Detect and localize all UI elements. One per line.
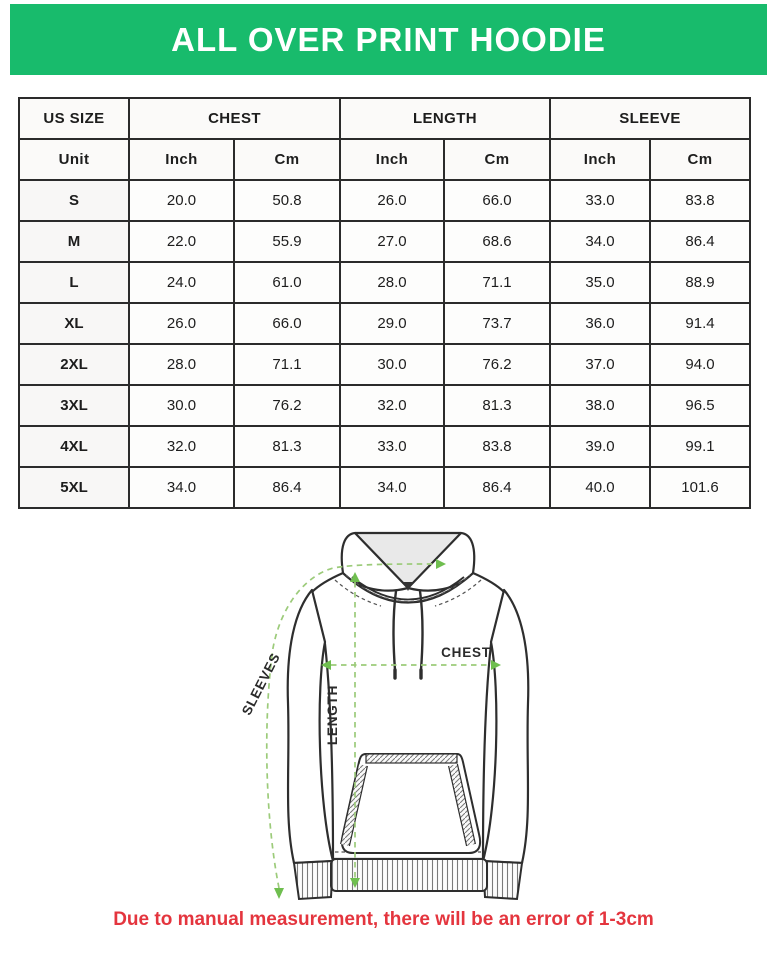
size-row xyxy=(19,385,750,426)
size-cell: 3XL xyxy=(19,385,129,426)
measurement-cell: 76.2 xyxy=(234,385,340,426)
measurement-cell: 20.0 xyxy=(129,180,234,221)
measurement-cell: 94.0 xyxy=(650,344,750,385)
size-cell: 2XL xyxy=(19,344,129,385)
hoodie-right-cuff xyxy=(483,861,522,899)
length-label: LENGTH xyxy=(325,684,340,746)
unit-header: Inch xyxy=(550,139,650,180)
measurement-cell: 99.1 xyxy=(650,426,750,467)
pocket-top-trim xyxy=(366,754,457,763)
measurement-cell: 71.1 xyxy=(234,344,340,385)
measurement-cell: 34.0 xyxy=(550,221,650,262)
measurement-note: Due to manual measurement, there will be an error of 1-3cm xyxy=(113,909,654,930)
measurement-cell: 81.3 xyxy=(444,385,550,426)
measurement-cell: 34.0 xyxy=(340,467,444,508)
size-row xyxy=(19,426,750,467)
size-cell: 5XL xyxy=(19,467,129,508)
measurement-cell: 86.4 xyxy=(444,467,550,508)
measurement-cell: 27.0 xyxy=(340,221,444,262)
sleeves-label: SLEEVES xyxy=(238,650,284,718)
measurement-cell: 83.8 xyxy=(444,426,550,467)
measurement-cell: 86.4 xyxy=(234,467,340,508)
measurement-cell: 38.0 xyxy=(550,385,650,426)
size-row xyxy=(19,344,750,385)
measurement-cell: 61.0 xyxy=(234,262,340,303)
measurement-cell: 68.6 xyxy=(444,221,550,262)
size-cell: S xyxy=(19,180,129,221)
measurement-cell: 101.6 xyxy=(650,467,750,508)
hoodie-left-cuff xyxy=(294,861,333,899)
measurement-cell: 76.2 xyxy=(444,344,550,385)
measurement-cell: 30.0 xyxy=(129,385,234,426)
page-title: ALL OVER PRINT HOODIE xyxy=(171,20,606,58)
size-row xyxy=(19,303,750,344)
group-header-row xyxy=(19,98,750,139)
size-table-body xyxy=(19,180,750,508)
measurement-cell: 39.0 xyxy=(550,426,650,467)
measurement-cell: 66.0 xyxy=(234,303,340,344)
measurement-cell: 26.0 xyxy=(129,303,234,344)
measurement-cell: 28.0 xyxy=(129,344,234,385)
unit-header: Unit xyxy=(19,139,129,180)
unit-header: Cm xyxy=(650,139,750,180)
measurement-cell: 55.9 xyxy=(234,221,340,262)
chest-label: CHEST xyxy=(441,645,491,660)
measurement-cell: 30.0 xyxy=(340,344,444,385)
size-table-container xyxy=(18,97,749,509)
measurement-cell: 34.0 xyxy=(129,467,234,508)
measurement-cell: 66.0 xyxy=(444,180,550,221)
measurement-cell: 26.0 xyxy=(340,180,444,221)
measurement-cell: 29.0 xyxy=(340,303,444,344)
col-header-sleeve: SLEEVE xyxy=(550,98,750,139)
size-row xyxy=(19,467,750,508)
size-row xyxy=(19,262,750,303)
hoodie-measurement-diagram xyxy=(215,518,585,913)
size-chart-table xyxy=(18,97,751,509)
col-header-length: LENGTH xyxy=(340,98,550,139)
measurement-cell: 50.8 xyxy=(234,180,340,221)
unit-header: Inch xyxy=(340,139,444,180)
measurement-cell: 81.3 xyxy=(234,426,340,467)
col-header-us-size: US SIZE xyxy=(19,98,129,139)
col-header-chest: CHEST xyxy=(129,98,340,139)
size-cell: L xyxy=(19,262,129,303)
measurement-cell: 37.0 xyxy=(550,344,650,385)
measurement-cell: 91.4 xyxy=(650,303,750,344)
measurement-cell: 24.0 xyxy=(129,262,234,303)
measurement-cell: 40.0 xyxy=(550,467,650,508)
size-cell: 4XL xyxy=(19,426,129,467)
unit-header: Cm xyxy=(234,139,340,180)
measurement-cell: 96.5 xyxy=(650,385,750,426)
title-banner xyxy=(10,4,767,75)
measurement-cell: 28.0 xyxy=(340,262,444,303)
measurement-cell: 83.8 xyxy=(650,180,750,221)
measurement-cell: 36.0 xyxy=(550,303,650,344)
measurement-cell: 71.1 xyxy=(444,262,550,303)
measurement-cell: 35.0 xyxy=(550,262,650,303)
measurement-cell: 22.0 xyxy=(129,221,234,262)
measurement-cell: 73.7 xyxy=(444,303,550,344)
measurement-cell: 32.0 xyxy=(129,426,234,467)
unit-header: Cm xyxy=(444,139,550,180)
size-row xyxy=(19,221,750,262)
size-cell: XL xyxy=(19,303,129,344)
measurement-cell: 88.9 xyxy=(650,262,750,303)
measurement-cell: 86.4 xyxy=(650,221,750,262)
measurement-cell: 32.0 xyxy=(340,385,444,426)
unit-header: Inch xyxy=(129,139,234,180)
sleeve-measure-arrowhead-cuff xyxy=(274,888,284,899)
measurement-cell: 33.0 xyxy=(550,180,650,221)
size-row xyxy=(19,180,750,221)
measurement-cell: 33.0 xyxy=(340,426,444,467)
size-cell: M xyxy=(19,221,129,262)
unit-header-row xyxy=(19,139,750,180)
